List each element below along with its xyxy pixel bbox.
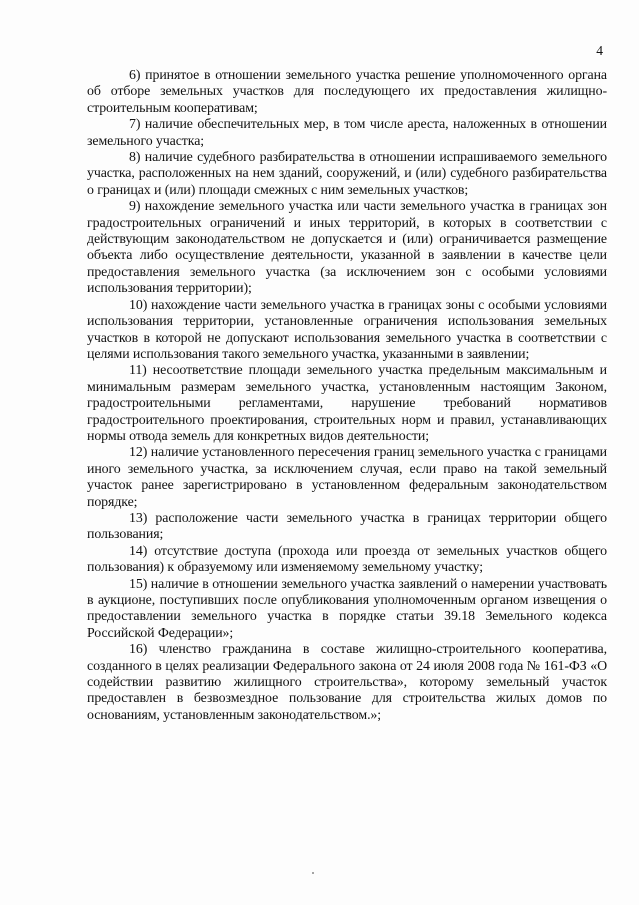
scan-speck [312, 872, 314, 874]
paragraph-item-13: 13) расположение части земельного участка в границах территории общего пользования; [87, 510, 607, 543]
paragraph-item-12: 12) наличие установленного пересечения границ земельного участка с границами иного земельного участка, за исключением случая, если право на такой земельный участок ранее зарегистрировано в установленном федеральным законодательством порядке; [87, 445, 607, 510]
paragraph-item-8: 8) наличие судебного разбирательства в отношении испрашиваемого земельного участка, расположенных на нем зданий, сооружений, и (или) судебного разбирательства о границах и (или) площади смежных с ним земельных участков; [87, 150, 607, 198]
paragraph-item-10: 10) нахождение части земельного участка в границах зоны с особыми условиями использования территории, установленные ограничения использования земельных участков в которой не допускают использования земельного участка в соответствии с целями использования такого земельного участка, указанными в заявлении; [87, 297, 607, 362]
paragraph-item-9: 9) нахождение земельного участка или части земельного участка в границах зон градостроительных ограничений и иных территорий, в которых в соответствии с действующим законодательством не допускается и (или) ограничивается размещение объекта либо осуществление деятельности, указанной в заявлении в качестве цели предоставления земельного участка (за исключением зон с особыми условиями использования территории); [87, 199, 607, 297]
paragraph-item-11: 11) несоответствие площади земельного участка предельным максимальным и минимальным размерам земельного участка, установленным настоящим Законом, градостроительными регламентами, нарушение требований нормативов градостроительного проектирования, строительных норм и правил, устанавливающих нормы отвода земель для конкретных видов деятельности; [87, 363, 607, 444]
paragraph-item-6: 6) принятое в отношении земельного участка решение уполномоченного органа об отборе земельных участков для последующего их предоставления жилищно-строительным кооперативам; [87, 68, 607, 116]
paragraph-item-7: 7) наличие обеспечительных мер, в том числе ареста, наложенных в отношении земельного участка; [87, 117, 607, 149]
document-body [87, 68, 607, 724]
paragraph-item-15: 15) наличие в отношении земельного участка заявлений о намерении участвовать в аукционе, поступивших после опубликования уполномоченным органом извещения о предоставлении земельного участка в порядке статьи 39.18 Земельного кодекса Российской Федерации»; [87, 576, 607, 641]
page-number: 4 [596, 43, 603, 58]
paragraph-item-16: 16) членство гражданина в составе жилищно-строительного кооператива, созданного в целях реализации Федерального закона от 24 июля 2008 года № 161-ФЗ «О содействии развитию жилищного строительства», которому земельный участок предоставлен в безвозмездное пользование для строительства жилых домов по основаниям, установленным законодательством.»; [87, 642, 607, 723]
paragraph-item-14: 14) отсутствие доступа (прохода или проезда от земельных участков общего пользования) к образуемому или изменяемому земельному участку; [87, 543, 607, 576]
